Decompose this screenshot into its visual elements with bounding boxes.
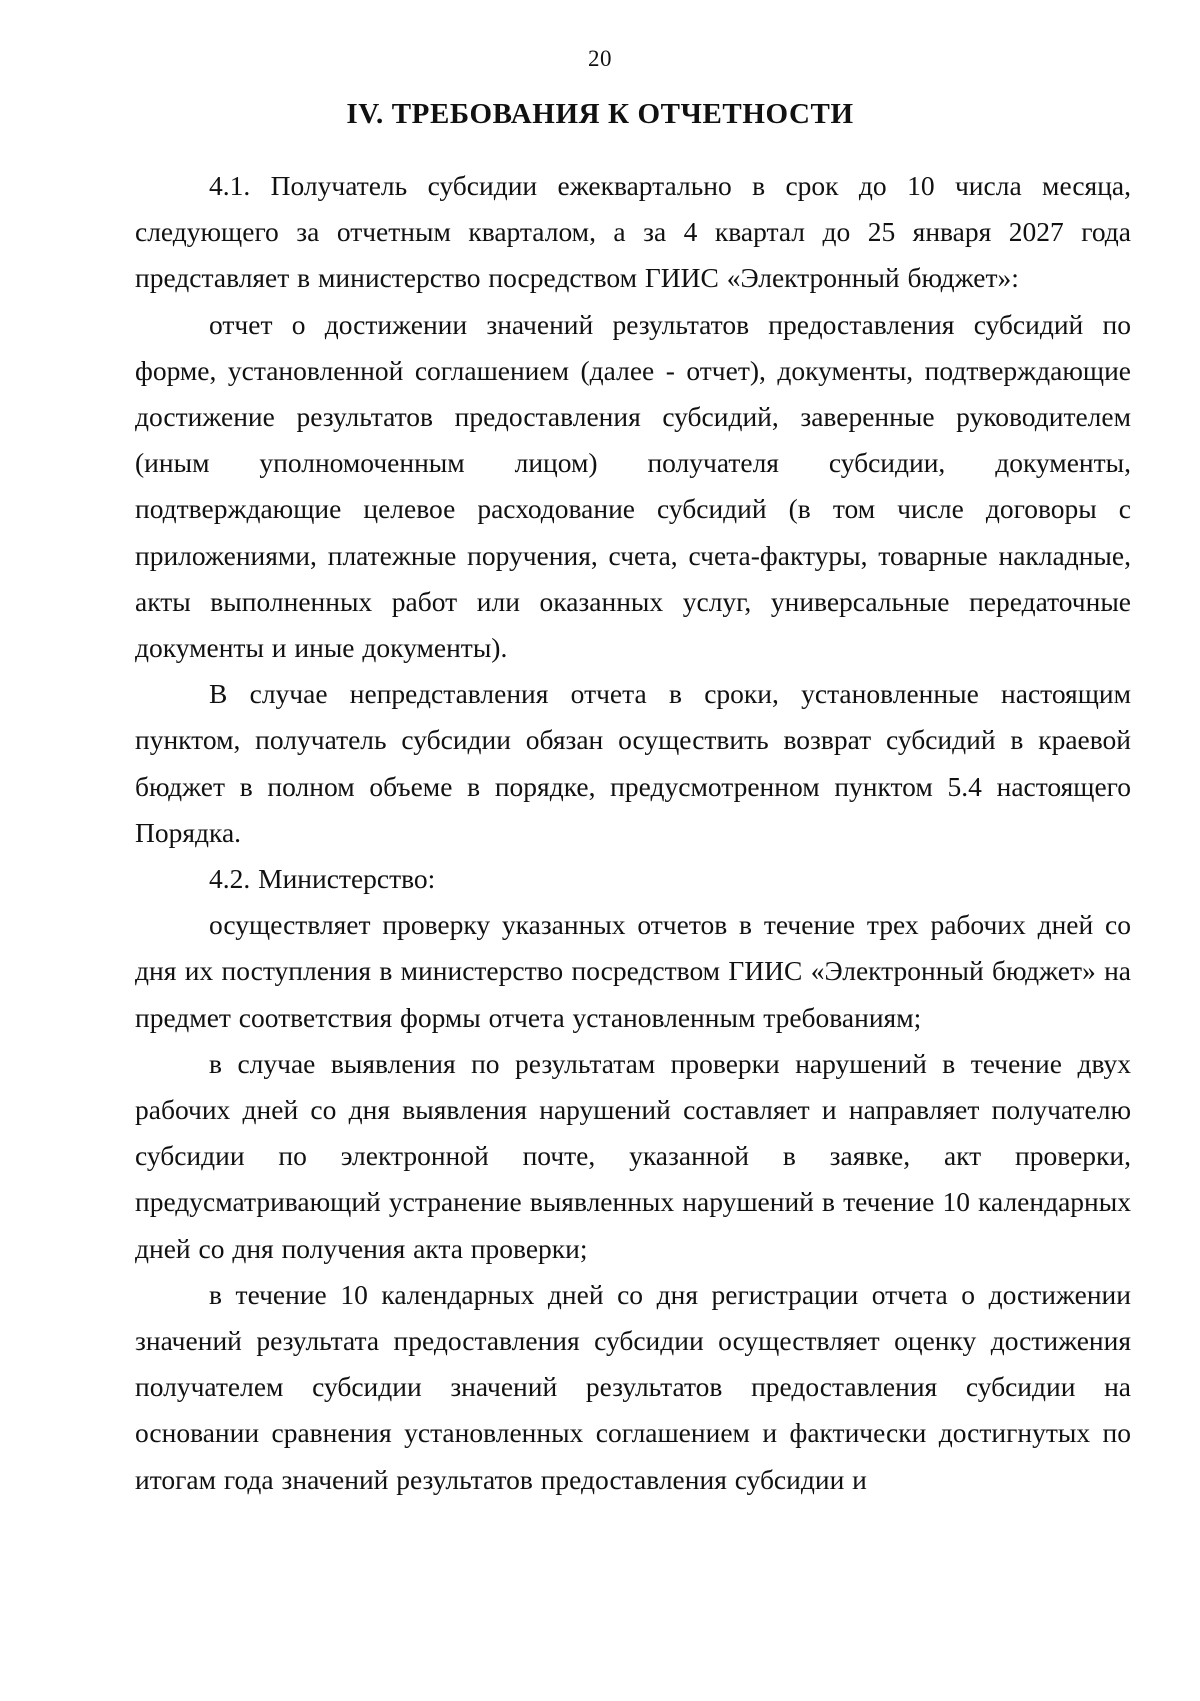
paragraph-report-contents: отчет о достижении значений результатов предоставления субсидий по форме, установленной соглашением (далее - отчет), документы, подтверждающие достижение результатов предоставления субсидий, заверенные руководителем (иным уполномоченным лицом) получателя субсидии, документы, подтверждающие целевое расходование субсидий (в том числе договоры с приложениями, платежные поручения, счета, счета-фактуры, товарные накладные, акты выполненных работ или оказанных услуг, универсальные передаточные документы и иные документы).: [135, 308, 1131, 664]
page-number: 20: [588, 46, 612, 71]
paragraph-non-submission: В случае непредставления отчета в сроки, установленные настоящим пунктом, получатель субсидии обязан осуществить возврат субсидий в краевой бюджет в полном объеме в порядке, предусмотренном пунктом 5.4 настоящего Порядка.: [135, 678, 1131, 848]
paragraph-assessment: в течение 10 календарных дней со дня регистрации отчета о достижении значений результата предоставления субсидии осуществляет оценку достижения получателем субсидии значений результатов предоставления субсидии на основании сравнения установленных соглашением и фактически достигнутых по итогам года значений результатов предоставления субсидии и: [135, 1278, 1131, 1495]
paragraph-4-2: 4.2. Министерство:: [209, 863, 436, 895]
paragraph-violations: в случае выявления по результатам проверки нарушений в течение двух рабочих дней со дня выявления нарушений составляет и направляет получателю субсидии по электронной почте, указанной в заявке, акт проверки, предусматривающий устранение выявленных нарушений в течение 10 календарных дней со дня получения акта проверки;: [135, 1047, 1131, 1264]
document-body: [135, 163, 1131, 1503]
section-heading: IV. ТРЕБОВАНИЯ К ОТЧЕТНОСТИ: [346, 98, 854, 130]
paragraph-verification: осуществляет проверку указанных отчетов в течение трех рабочих дней со дня их поступления в министерство посредством ГИИС «Электронный бюджет» на предмет соответствия формы отчета установленным требованиям;: [135, 909, 1131, 1033]
paragraph-4-1: 4.1. Получатель субсидии ежеквартально в срок до 10 числа месяца, следующего за отчетным кварталом, а за 4 квартал до 25 января 2027 года представляет в министерство посредством ГИИС «Электронный бюджет»:: [135, 170, 1131, 294]
